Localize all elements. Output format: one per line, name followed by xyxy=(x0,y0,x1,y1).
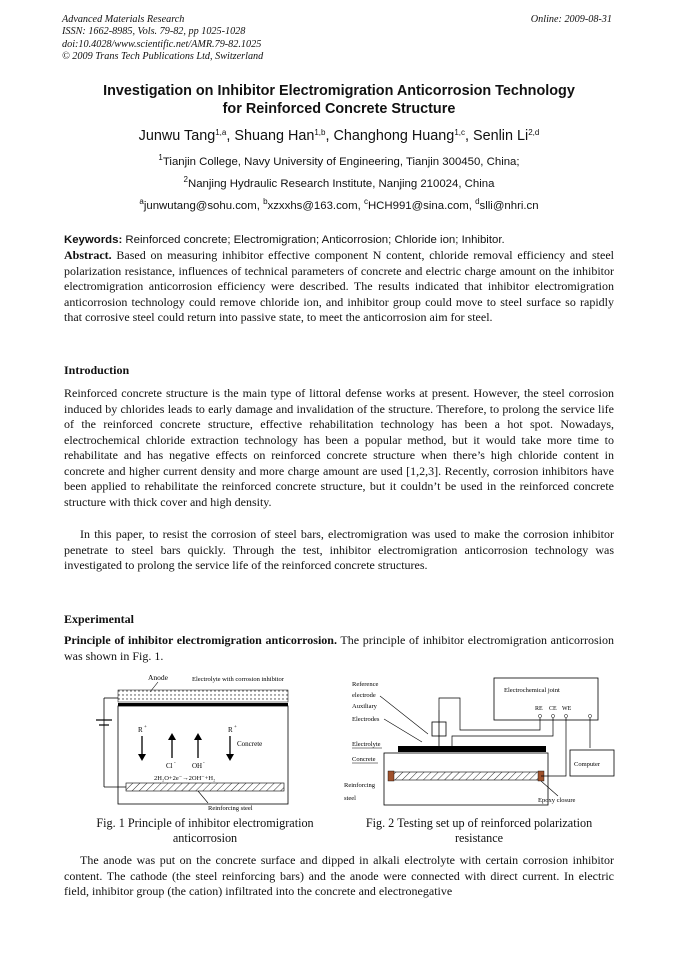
principle-label: Principle of inhibitor electromigration anticorrosion. xyxy=(64,633,337,647)
figure-2-caption xyxy=(345,816,613,846)
fig2-leader xyxy=(380,696,428,734)
fig2-wire-re xyxy=(439,698,540,730)
author-sup: 1,b xyxy=(314,128,326,137)
affiliation-text: Tianjin College, Navy University of Engineering, Tianjin 300450, China; xyxy=(162,156,520,168)
title-line-1: Investigation on Inhibitor Electromigration Anticorrosion Technology xyxy=(103,83,575,99)
email-sup: c xyxy=(363,197,368,206)
affiliation-1 xyxy=(40,153,638,168)
fig1-caption-line: anticorrosion xyxy=(172,831,238,845)
fig1-plus: + xyxy=(144,725,147,730)
fig2-steel-label: steel xyxy=(344,795,356,802)
fig1-steel-leader xyxy=(198,791,208,803)
fig1-arrowhead xyxy=(226,754,234,761)
fig1-cation-left: R xyxy=(138,726,143,734)
email-list xyxy=(40,197,638,212)
issn-line: ISSN: 1662-8985, Vols. 79-82, pp 1025-1028 xyxy=(62,26,246,38)
affiliation-sup: 1 xyxy=(158,153,163,162)
fig2-epoxy-end xyxy=(388,771,394,781)
experimental-heading: Experimental xyxy=(64,612,134,626)
fig1-chloride: Cl xyxy=(166,762,173,770)
fig2-epoxy-leader xyxy=(541,781,558,796)
fig1-electrolyte-layer xyxy=(118,690,288,702)
fig1-hydroxide: OH xyxy=(192,762,203,770)
principle-text: The principle of inhibitor electromigration anticorrosion was shown in Fig. 1. xyxy=(64,633,614,663)
figure-1-diagram xyxy=(90,670,322,814)
affiliation-sup: 2 xyxy=(183,175,188,184)
fig2-terminal xyxy=(551,714,554,717)
fig2-joint-label: Electrochemical joint xyxy=(504,687,560,694)
author-name: Senlin Li xyxy=(472,128,529,144)
fig1-plus: + xyxy=(234,725,237,730)
fig2-re-label: RE xyxy=(535,706,543,712)
fig2-reinforcing-label: Reinforcing xyxy=(344,782,376,789)
abstract-text: Based on measuring inhibitor effective component N content, chloride removal efficiency and steel polarization resistance, influences of technical parameters of concrete and electric charge amount on the inhibitor electromigration anticorrosion efficiency were described. The results indicated that inhibitor electromigration anticorrosion technology could remove chloride ion, and inhibitor group could move to steel surface so rapidly that corrosive steel could return into passive state, to meet the anticorrosion aim for steel. xyxy=(64,248,614,324)
keywords xyxy=(64,233,614,249)
fig1-anode-label: Anode xyxy=(148,673,168,682)
figure-1-caption xyxy=(70,816,340,846)
fig2-electrochemical-joint xyxy=(494,678,598,720)
fig2-leader xyxy=(384,719,422,742)
fig2-terminal xyxy=(538,714,541,717)
email-sup: a xyxy=(139,197,144,206)
fig1-concrete-label: Concrete xyxy=(237,740,263,748)
fig2-auxiliary-label: Auxiliary xyxy=(352,703,377,710)
fig1-minus: - xyxy=(203,761,205,766)
keywords-text: Reinforced concrete; Electromigration; Anticorrosion; Chloride ion; Inhibitor. xyxy=(122,234,505,246)
journal-header xyxy=(62,14,263,64)
fig1-caption-line: Fig. 1 Principle of inhibitor electromigration xyxy=(96,816,314,830)
introduction-heading: Introduction xyxy=(64,363,130,377)
fig2-computer-label: Computer xyxy=(574,761,600,768)
keywords-label: Keywords: xyxy=(64,234,123,246)
fig1-reinforcing-steel xyxy=(126,783,284,791)
email-sup: d xyxy=(475,197,480,206)
email-link[interactable]: junwutang@sohu.com, xyxy=(143,200,264,212)
fig2-epoxy-label: Epoxy closure xyxy=(538,797,576,804)
author-sup: 2,d xyxy=(528,128,540,137)
email-link[interactable]: HCH991@sina.com, xyxy=(367,200,476,212)
online-date: Online: 2009-08-31 xyxy=(530,14,612,25)
fig2-reference-label: Reference xyxy=(352,681,379,688)
fig2-caption-line: Fig. 2 Testing set up of reinforced polarization xyxy=(365,816,593,830)
fig2-ce-label: CE xyxy=(549,706,557,712)
intro-paragraph-1: Reinforced concrete structure is the main type of littoral defense works at present. However, the steel corrosion induced by chlorides leads to early damage and invalidation of the structure. Therefore, to prolong the service life of the reinforced concrete structure, effective rehabilitation technology has been a hot spot. Nowadays, electrochemical chloride extraction technology has been a popular method, but it would take more time to rehabilitate and has negative effects on reinforced concrete structure when there’s high chloride content in concrete and higher current density and more charge amount are used [1,2,3]. Recently, corrosion inhibitors have been applied to rehabilitate the reinforced concrete structure, but it couldn’t be used in the reinforced concrete structure with thick cover and high density. xyxy=(64,386,614,509)
fig2-electrode-label: electrode xyxy=(352,692,376,699)
affiliation-text: Nanjing Hydraulic Research Institute, Nanjing 210024, China xyxy=(187,178,495,190)
copyright-line: © 2009 Trans Tech Publications Ltd, Switzerland xyxy=(62,51,264,63)
fig2-terminal xyxy=(588,714,591,717)
fig1-arrowhead xyxy=(194,733,202,740)
fig2-we-label: WE xyxy=(562,706,572,712)
fig2-caption-line: resistance xyxy=(454,831,504,845)
author-name: Changhong Huang xyxy=(333,128,455,144)
fig2-electrolyte-layer xyxy=(398,746,546,752)
fig1-steel-label: Reinforcing steel xyxy=(208,805,253,812)
fig1-arrowhead xyxy=(138,754,146,761)
doi-line: doi:10.4028/www.scientific.net/AMR.79-82.1025 xyxy=(62,38,262,50)
author-sup: 1,c xyxy=(454,128,465,137)
intro-paragraph-2: In this paper, to resist the corrosion of steel bars, electromigration was used to make the corrosion inhibitor penetrate to steel bars quickly. Through the test, inhibitor electromigration anticorrosion technology was investigated to prolong the service life of the reinforced concrete structures. xyxy=(64,527,614,572)
fig2-reinforcing-steel xyxy=(390,772,542,780)
email-sup: b xyxy=(263,197,268,206)
abstract xyxy=(64,248,614,326)
author-name: Shuang Han xyxy=(234,128,315,144)
fig1-reaction: 2H₂O+2e⁻→2OH⁻+H₂ xyxy=(154,775,216,782)
author-list: Junwu Tang$^{1,a}$, Shuang Han$^{1,b}$, Changhong Huang$^{1,c}$, Senlin Li$^{2,d}$ xyxy=(138,128,540,144)
affiliation-2 xyxy=(40,175,638,190)
fig2-electrolyte-label: Electrolyte xyxy=(352,741,381,748)
email-link[interactable]: xzxxhs@163.com, xyxy=(267,200,364,212)
fig1-anode-bar xyxy=(118,703,288,706)
author-sup: 1,a xyxy=(215,128,227,137)
fig2-wire-ce xyxy=(452,718,553,746)
fig2-terminal xyxy=(564,714,567,717)
journal-name: Advanced Materials Research xyxy=(62,14,185,25)
fig1-cation-right: R xyxy=(228,726,233,734)
fig1-electrolyte-label: Electrolyte with corrosion inhibitor xyxy=(192,676,284,683)
body-paragraph: The anode was put on the concrete surface and dipped in alkali electrolyte with certain corrosion inhibitor content. The cathode (the steel reinforcing bars) and the anode were connected with direct current. In electric field, inhibitor group (the cation) infiltrated into the concrete and electronegative xyxy=(64,853,614,898)
author-name: Junwu Tang xyxy=(138,128,216,144)
title-line-2: for Reinforced Concrete Structure xyxy=(222,101,456,117)
principle-paragraph xyxy=(64,633,614,664)
email-link[interactable]: slli@nhri.cn xyxy=(479,200,539,212)
fig1-arrowhead xyxy=(168,733,176,740)
fig2-electrodes-label: Electrodes xyxy=(352,716,380,723)
abstract-label: Abstract. xyxy=(64,248,112,262)
figure-2-diagram xyxy=(342,670,618,810)
fig2-concrete-label: Concrete xyxy=(352,756,376,763)
paper-title xyxy=(40,82,638,118)
fig1-minus: - xyxy=(174,761,176,766)
